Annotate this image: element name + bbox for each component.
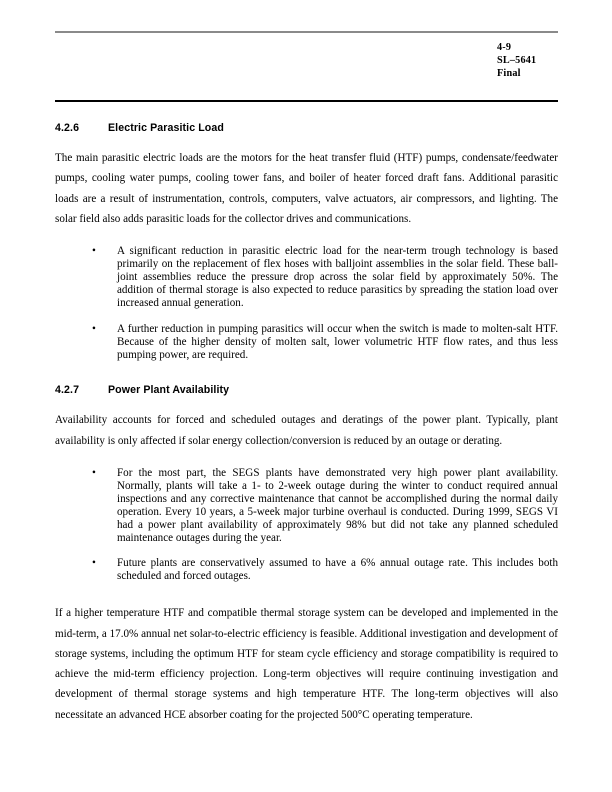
header-status: Final [497, 68, 521, 80]
list-item-text: Future plants are conservatively assumed to have a 6% annual outage rate. This includes both scheduled and forced outages. [117, 557, 558, 583]
header-document-number: SL–5641 [497, 55, 537, 67]
bullet-icon: • [92, 322, 96, 335]
bullet-icon: • [92, 467, 96, 480]
section-paragraph-4-2-7: Availability accounts for forced and scheduled outages and deratings of the power plant. Typically, plant availability is only affected if solar energy collection/conversion is reduced by an outage or derating. [55, 414, 558, 447]
section-heading-4-2-6 [55, 122, 558, 135]
list-item [55, 557, 558, 583]
list-item [55, 467, 558, 544]
bullet-icon: • [92, 245, 96, 258]
section-paragraph-4-2-6: The main parasitic electric loads are the motors for the heat transfer fluid (HTF) pumps, condensate/feedwater pumps, cooling water pumps, cooling tower fans, and boiler of heater forced draft fans. Additional parasitic loads are a result of instrumentation, controls, computers, valve actuators, air compressors, and lighting. The solar field also adds parasitic loads for the collector drives and communications. [55, 152, 558, 225]
list-item-text: A further reduction in pumping parasitics will occur when the switch is made to molten-salt HTF. Because of the higher density of molten salt, lower volumetric HTF flow rates, and thus less pumping power, are required. [117, 322, 558, 361]
top-horizontal-rule [55, 31, 558, 33]
page-header [497, 41, 536, 81]
bullet-list-4-2-6 [55, 245, 558, 361]
list-item-text: A significant reduction in parasitic electric load for the near-term trough technology is based primarily on the replacement of flex hoses with balljoint assemblies in the solar field. These ball-joint assemblies reduce the pressure drop across the solar field by approximately 50%. The addition of thermal storage is also expected to reduce parasitics by spreading the station load over increased annual generation. [117, 245, 558, 309]
section-heading-4-2-7 [55, 384, 558, 397]
header-separator-rule [55, 100, 558, 102]
closing-paragraph: If a higher temperature HTF and compatible thermal storage system can be developed and implemented in the mid-term, a 17.0% annual net solar-to-electric efficiency is feasible. Additional investigation and development of storage systems, including the optimum HTF for steam cycle efficiency and storage compatibility is required to achieve the mid-term efficiency projection. Long-term objectives will require continuing investigation and development of thermal storage systems and high temperature HTF. The long-term objectives will also necessitate an advanced HCE absorber coating for the projected 500°C operating temperature. [55, 607, 558, 721]
header-page-number: 4-9 [497, 42, 512, 53]
section-title: Power Plant Availability [108, 384, 230, 397]
bullet-icon: • [92, 557, 96, 570]
list-item [55, 323, 558, 362]
bullet-list-4-2-7 [55, 467, 558, 583]
list-item [55, 245, 558, 310]
document-body [55, 122, 558, 725]
section-title: Electric Parasitic Load [108, 122, 224, 134]
section-number: 4.2.6 [55, 122, 80, 134]
list-item-text: For the most part, the SEGS plants have demonstrated very high power plant availability. Normally, plants will take a 1- to 2-week outage during the winter to conduct required annual inspections and any corrective maintenance that cannot be accomplished during the normal daily operation. Every 10 years, a 5-week major turbine overhaul is conducted. During 1999, SEGS VI had a power plant availability of approximately 98% but did not take any planned scheduled maintenance outages during the year. [117, 467, 558, 544]
section-number: 4.2.7 [55, 384, 80, 397]
